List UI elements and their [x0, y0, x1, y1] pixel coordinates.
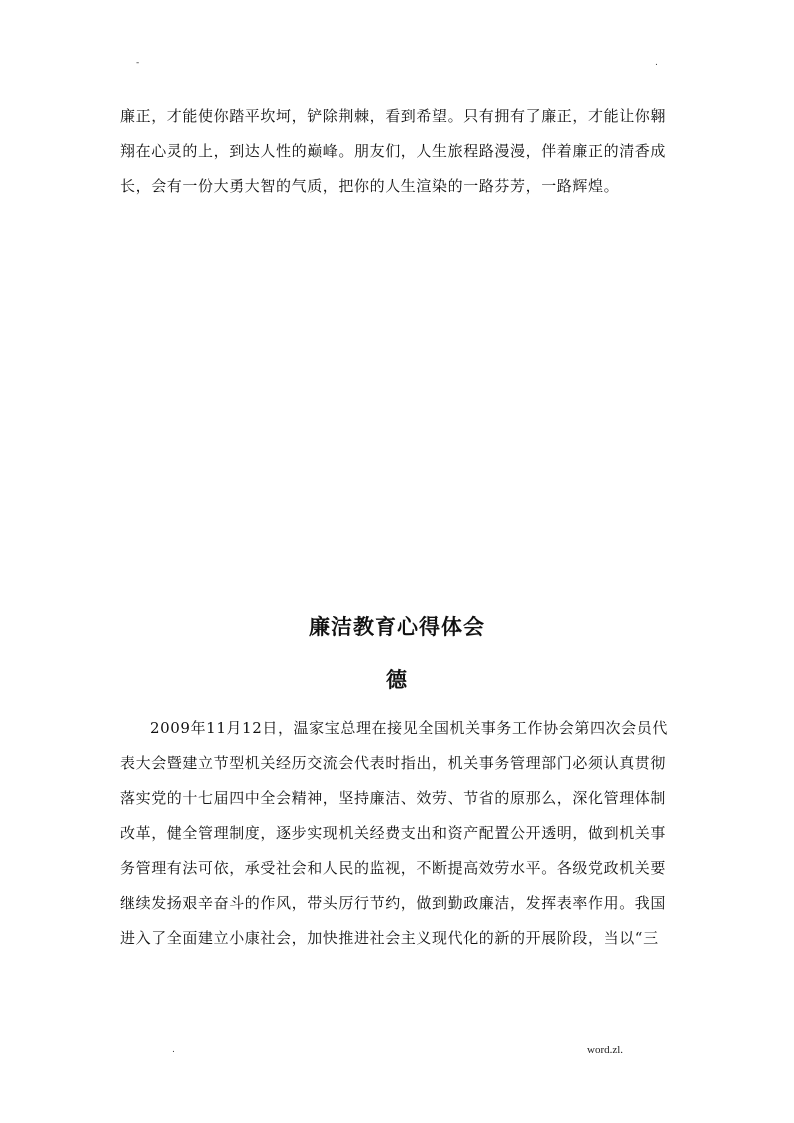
footer-text: word.zl. [587, 1044, 624, 1056]
header-right-mark: . [655, 58, 658, 68]
article-subtitle: 德 [386, 667, 408, 692]
footer-left-mark: . [172, 1045, 175, 1055]
article-body-paragraph: 2009年11月12日，温家宝总理在接见全国机关事务工作协会第四次会员代表大会暨建立节型机关经历交流会代表时指出，机关事务管理部门必须认真贯彻落实党的十七届四中全会精神，坚持廉洁、效劳、节省的原那么，深化管理体制改革，健全管理制度，逐步实现机关经费支出和资产配置公开透明，做到机关事务管理有法可依，承受社会和人民的监视，不断提高效劳水平。各级党政机关要继续发扬艰辛奋斗的作风，带头厉行节约，做到勤政廉洁，发挥表率作用。我国进入了全面建立小康社会，加快推进社会主义现代化的新的开展阶段，当以“三 [120, 719, 668, 947]
header-left-mark: - [136, 58, 140, 68]
continuation-paragraph: 廉正，才能使你踏平坎坷，铲除荆棘，看到希望。只有拥有了廉正，才能让你翱翔在心灵的上，到达人性的巅峰。朋友们，人生旅程路漫漫，伴着廉正的清香成长，会有一份大勇大智的气质，把你的人生渲染的一路芬芳，一路辉煌。 [120, 107, 667, 195]
article-title: 廉洁教育心得体会 [309, 614, 485, 639]
